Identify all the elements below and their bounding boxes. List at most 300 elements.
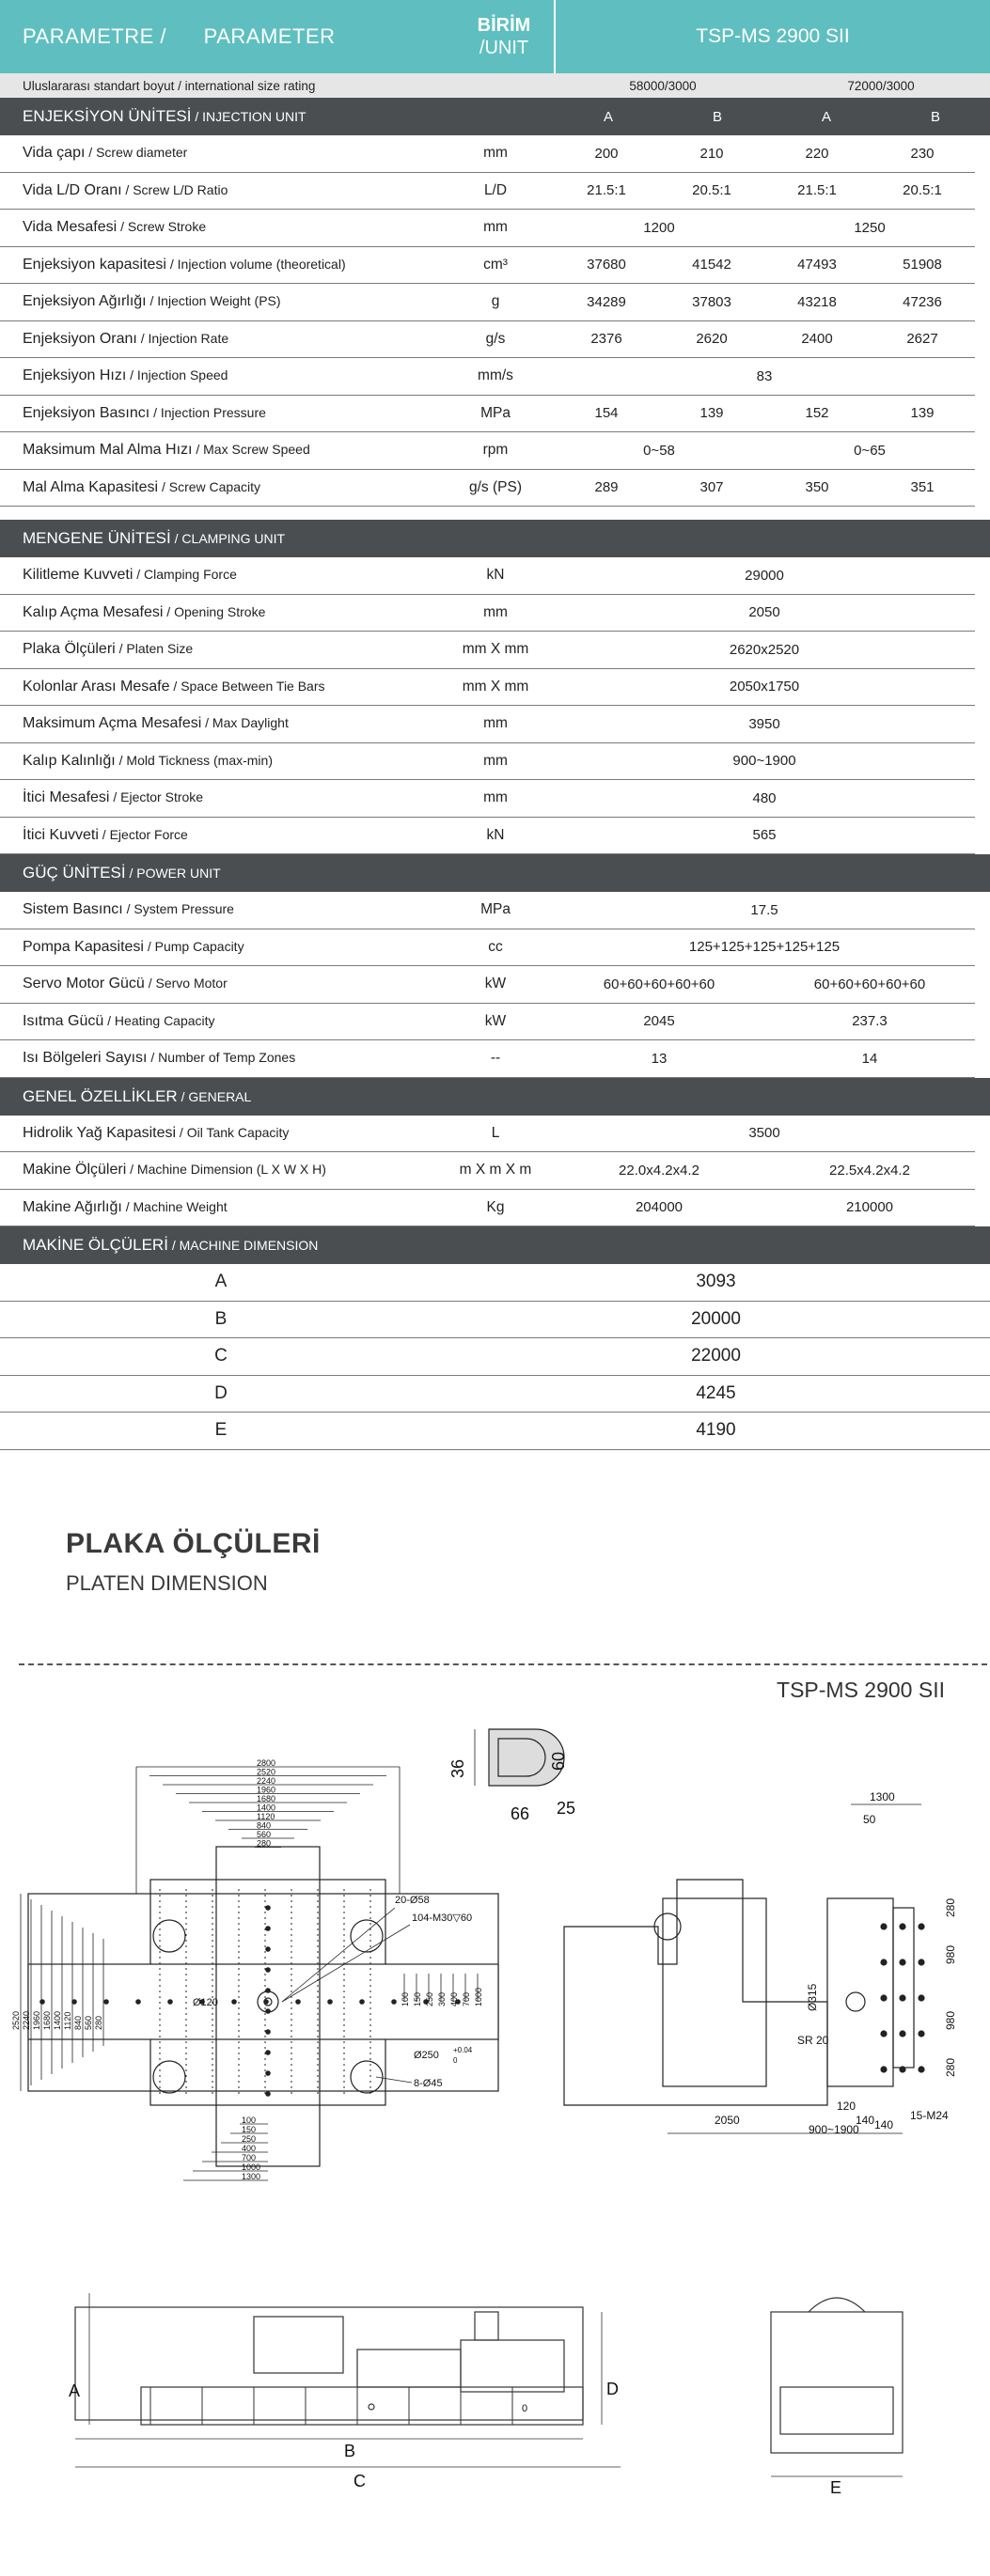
bolt-hole <box>266 1947 270 1951</box>
cell-value: 22.5x4.2x4.2 <box>829 1162 910 1179</box>
table-row <box>0 358 975 396</box>
cell-value: 210 <box>699 145 724 162</box>
row-label-en: / Screw Stroke <box>117 219 207 235</box>
row-label-tr: Makine Ölçüleri <box>23 1162 127 1179</box>
dimension-label: 1120 <box>257 1812 275 1821</box>
screw-column-label: A <box>821 108 831 125</box>
dimension-label: 1960 <box>257 1785 276 1795</box>
row-unit: L/D <box>483 181 508 198</box>
row-label <box>0 367 437 384</box>
operator-window <box>254 2317 343 2373</box>
cell-value: 2620 <box>696 331 728 348</box>
cell-value: 900~1900 <box>732 753 796 770</box>
panel-mark <box>369 2404 374 2410</box>
dimension-label: 560 <box>84 2015 93 2030</box>
row-values <box>554 1051 975 1067</box>
cell-value: 480 <box>752 789 777 806</box>
table-row <box>0 470 975 507</box>
row-label <box>0 1013 437 1030</box>
cell-value: 17.5 <box>750 901 778 918</box>
row-label-tr: Isı Bölgeleri Sayısı <box>23 1050 148 1067</box>
section-title-tr: GÜÇ ÜNİTESİ <box>23 864 126 882</box>
table-row <box>0 780 975 818</box>
platen-front-view <box>11 1758 498 2181</box>
size-rating-value: 58000/3000 <box>629 78 697 93</box>
general-section-header <box>0 1078 990 1116</box>
row-label <box>0 219 437 236</box>
section-title-en: / CLAMPING UNIT <box>170 531 286 546</box>
dimension-row <box>0 1376 990 1413</box>
cell-value: 220 <box>805 145 829 162</box>
row-values <box>554 716 975 732</box>
hopper <box>475 2312 498 2340</box>
cell-value: 0~58 <box>643 442 675 459</box>
row-label <box>0 1199 437 1216</box>
dimension-row <box>0 1413 990 1450</box>
cell-value: 2400 <box>801 331 833 348</box>
row-label-tr: Vida L/D Oranı <box>23 181 122 198</box>
row-values <box>554 790 975 806</box>
dimension-label: 1300 <box>870 1790 895 1803</box>
table-row <box>0 706 975 743</box>
row-label-en: / Space Between Tie Bars <box>169 678 325 694</box>
dimension-label: 250 <box>425 1991 434 2006</box>
bolt-hole <box>264 2000 268 2004</box>
row-values <box>554 405 975 421</box>
machine-dim-section-header <box>0 1226 990 1264</box>
dimension-label: 900~1900 <box>809 2123 859 2136</box>
row-label <box>0 1162 437 1179</box>
unit-header-tr: BİRİM <box>477 15 531 36</box>
row-label <box>0 182 437 199</box>
dimension-key: A <box>214 1272 228 1292</box>
row-label-tr: İtici Kuvveti <box>23 826 99 843</box>
row-unit: mm <box>483 715 508 732</box>
cell-value: 47236 <box>903 293 942 310</box>
cell-value: 139 <box>910 405 935 422</box>
size-rating-label: Uluslararası standart boyut / international size rating <box>23 78 316 93</box>
row-label-tr: Kalıp Kalınlığı <box>23 752 116 769</box>
row-unit: g/s (PS) <box>469 478 522 495</box>
dimension-row <box>0 1338 990 1376</box>
row-label-tr: Isıtma Gücü <box>23 1012 104 1029</box>
row-values <box>554 568 975 584</box>
bolt-hole <box>266 2071 270 2075</box>
size-rating-row <box>0 73 990 98</box>
dimension-label: Ø250 <box>414 2050 439 2061</box>
bolt-hole <box>881 2031 887 2037</box>
dimension-label: 66 <box>511 1804 530 1823</box>
row-unit: mm <box>483 603 508 620</box>
bolt-hole <box>40 2000 44 2004</box>
dimension-label: 2050 <box>715 2114 740 2127</box>
dimension-letter: C <box>354 2472 366 2490</box>
row-unit: L <box>491 1124 500 1141</box>
row-label-tr: Servo Motor Gücü <box>23 976 145 992</box>
row-values <box>554 642 975 658</box>
bolt-hole <box>266 2009 270 2013</box>
row-label <box>0 604 437 621</box>
cell-value: 2627 <box>906 331 938 348</box>
cell-value: 37680 <box>587 257 626 273</box>
end-view-window <box>780 2387 893 2434</box>
row-unit: g <box>491 293 500 310</box>
parameter-header <box>0 0 454 73</box>
bolt-hole <box>900 2031 905 2037</box>
dimension-letter: A <box>69 2381 81 2400</box>
cell-value: 204000 <box>635 1199 684 1216</box>
bolt-hole <box>266 2092 270 2096</box>
dimension-label: 400 <box>449 1991 459 2006</box>
dimension-row <box>0 1264 990 1302</box>
row-label-en: / Pump Capacity <box>143 938 244 954</box>
table-row <box>0 396 975 433</box>
cell-value: 83 <box>756 367 773 384</box>
row-values <box>554 1013 975 1029</box>
cell-value: 20.5:1 <box>903 182 942 199</box>
dimension-label: 140 <box>874 2118 894 2131</box>
dimension-label: 2520 <box>11 2010 21 2030</box>
row-label-en: / Injection Rate <box>136 330 229 346</box>
section-title-en: / GENERAL <box>177 1088 252 1104</box>
row-unit: mm <box>483 752 508 769</box>
row-values <box>554 368 975 384</box>
section-title-en: / MACHINE DIMENSION <box>167 1238 319 1253</box>
table-row <box>0 284 975 321</box>
bolt-hole <box>900 1959 905 1965</box>
row-label-tr: Mal Alma Kapasitesi <box>23 478 159 495</box>
row-label <box>0 827 437 844</box>
row-unit: MPa <box>480 404 511 421</box>
dimension-letter: E <box>830 2478 842 2497</box>
cell-value: 2050x1750 <box>729 679 800 695</box>
dimension-letter: B <box>344 2442 356 2460</box>
bolt-hole <box>881 1959 887 1965</box>
bolt-hole <box>919 2031 924 2037</box>
row-label <box>0 976 437 992</box>
row-values <box>554 976 975 992</box>
row-label-tr: Enjeksiyon kapasitesi <box>23 256 166 273</box>
bolt-hole <box>900 2067 905 2072</box>
dimension-label: 840 <box>257 1820 272 1831</box>
tie-bar-section-view <box>448 1729 575 1823</box>
bolt-hole <box>881 1924 887 1929</box>
dimension-label: 2240 <box>22 2010 31 2030</box>
cell-value: 1200 <box>643 219 675 236</box>
nozzle-hole <box>846 1992 865 2011</box>
row-label-tr: Pompa Kapasitesi <box>23 938 144 955</box>
row-label-tr: Enjeksiyon Basıncı <box>23 404 150 421</box>
row-label-en: / Ejector Stroke <box>109 789 204 805</box>
row-label-en: / Machine Dimension (L X W X H) <box>126 1162 326 1178</box>
row-unit: -- <box>490 1050 501 1067</box>
dimension-label: 20-Ø58 <box>395 1895 430 1906</box>
row-label-en: / Platen Size <box>115 641 194 657</box>
row-unit: kW <box>484 976 507 992</box>
row-label <box>0 679 437 695</box>
dimension-label: SR 20 <box>797 2034 829 2047</box>
row-label-tr: Vida Mesafesi <box>23 219 118 236</box>
size-rating-value: 72000/3000 <box>847 78 915 93</box>
bolt-hole <box>266 1906 270 1910</box>
dimension-value: 22000 <box>691 1346 741 1366</box>
row-label-tr: Vida çapı <box>23 145 86 162</box>
row-unit: mm <box>483 219 508 236</box>
dimension-label: 140 <box>856 2114 875 2127</box>
row-unit: m X m X m <box>459 1162 532 1179</box>
cell-value: 22.0x4.2x4.2 <box>619 1162 699 1179</box>
row-label-en: / System Pressure <box>122 901 234 917</box>
row-label-tr: Makine Ağırlığı <box>23 1198 122 1215</box>
tie-bar-hole <box>351 1920 383 1952</box>
section-title-tr: ENJEKSİYON ÜNİTESİ <box>23 107 192 125</box>
dimension-label: 1680 <box>42 2010 52 2030</box>
side-frame <box>564 1880 827 2105</box>
dimension-label: 1000 <box>242 2162 261 2172</box>
section-title <box>0 107 554 126</box>
table-row <box>0 929 975 967</box>
machine-base <box>141 2387 583 2425</box>
cell-value: 307 <box>699 479 724 496</box>
platen-body <box>663 1898 766 2086</box>
dimension-label: 1960 <box>32 2010 41 2030</box>
cell-value: 20.5:1 <box>692 182 731 199</box>
row-unit: kN <box>486 826 505 843</box>
dimension-label: 700 <box>462 1991 471 2006</box>
cell-value: 152 <box>805 405 829 422</box>
row-values <box>554 1199 975 1215</box>
dimension-key: D <box>214 1382 228 1403</box>
bolt-hole <box>266 1968 270 1972</box>
row-label <box>0 479 437 496</box>
dimension-value: 4190 <box>696 1420 736 1441</box>
row-values <box>554 827 975 843</box>
dimension-label: 560 <box>257 1830 272 1839</box>
dimension-label: 300 <box>437 1991 447 2006</box>
row-label-tr: İtici Mesafesi <box>23 789 110 806</box>
bolt-hole <box>104 2000 108 2004</box>
dimension-label: +0.04 <box>453 2046 473 2054</box>
row-values <box>554 679 975 695</box>
row-values <box>554 604 975 620</box>
bolt-hole <box>296 2000 300 2004</box>
end-view-body <box>771 2312 903 2453</box>
bolt-hole <box>266 1927 270 1930</box>
row-label-tr: Hidrolik Yağ Kapasitesi <box>23 1124 177 1141</box>
row-unit: Kg <box>486 1198 505 1215</box>
row-label-en: / Injection volume (theoretical) <box>165 256 346 272</box>
cell-value: 2050 <box>748 604 780 621</box>
cell-value: 21.5:1 <box>587 182 626 199</box>
dimension-row <box>0 1302 990 1339</box>
parameter-header-label: PARAMETRE / PARAMETER <box>23 24 336 48</box>
bolt-hole <box>919 1924 924 1929</box>
dimension-label: 1300 <box>242 2172 261 2181</box>
row-label-en: / Injection Weight (PS) <box>146 293 281 309</box>
cell-value: 139 <box>699 405 724 422</box>
dimension-label: 1400 <box>257 1803 276 1813</box>
row-label-en: / Ejector Force <box>98 826 188 842</box>
bolt-hole <box>168 2000 172 2004</box>
bolt-hole <box>881 1995 887 2001</box>
platen-title: PLAKA ÖLÇÜLERİ <box>66 1528 321 1559</box>
injection-section-header <box>0 98 990 135</box>
machine-end-view <box>771 2298 903 2497</box>
row-label-en: / Injection Pressure <box>149 404 266 420</box>
dimension-key: B <box>214 1308 228 1329</box>
cell-value: 200 <box>594 145 619 162</box>
dimension-label: 1680 <box>257 1794 276 1803</box>
dimension-label: 700 <box>242 2153 257 2162</box>
row-values <box>554 182 975 198</box>
dimension-label: 1400 <box>53 2010 62 2030</box>
bolt-hole <box>328 2000 332 2004</box>
row-label-en: / Mold Tickness (max-min) <box>115 752 273 768</box>
machine-body <box>75 2307 583 2420</box>
dimension-key: C <box>214 1346 228 1366</box>
row-label <box>0 1125 437 1142</box>
platen-side-view <box>564 1790 957 2136</box>
platen-subtitle: PLATEN DIMENSION <box>66 1571 268 1595</box>
table-row <box>0 1152 975 1190</box>
row-unit: mm/s <box>478 367 513 384</box>
table-row <box>0 321 975 359</box>
dimension-label: 100 <box>401 1991 410 2006</box>
row-label-en: / Opening Stroke <box>163 603 266 619</box>
row-unit: rpm <box>482 442 509 459</box>
dimension-label: 250 <box>242 2134 257 2144</box>
table-row <box>0 557 975 595</box>
bolt-hole <box>266 2051 270 2054</box>
cell-value: 565 <box>752 827 777 844</box>
cell-value: 34289 <box>587 293 626 310</box>
row-label <box>0 715 437 732</box>
row-values <box>554 939 975 955</box>
row-unit: kN <box>486 567 505 584</box>
dimension-label: 280 <box>944 1897 957 1917</box>
row-label-en: / Servo Motor <box>144 976 228 991</box>
section-title <box>0 1087 554 1106</box>
row-unit: mm X mm <box>462 641 529 658</box>
section-title-tr: MENGENE ÜNİTESİ <box>23 529 171 547</box>
bolt-hole <box>136 2000 140 2004</box>
bolt-hole <box>919 2067 924 2072</box>
dimension-label: 2240 <box>257 1776 276 1786</box>
screw-column-label: A <box>603 108 613 125</box>
table-row <box>0 669 975 707</box>
cell-value: 3950 <box>748 715 780 732</box>
row-label-en: / Max Daylight <box>201 715 289 731</box>
section-title-tr: MAKİNE ÖLÇÜLERİ <box>23 1236 168 1254</box>
row-values <box>554 257 975 273</box>
dimension-label: 280 <box>94 2015 103 2030</box>
row-values <box>554 220 975 236</box>
dimension-label: Ø315 <box>806 1983 819 2011</box>
row-label-tr: Kilitleme Kuvveti <box>23 567 134 584</box>
row-label <box>0 901 437 918</box>
cell-value: 47493 <box>797 257 837 273</box>
table-row <box>0 247 975 285</box>
cell-value: 1250 <box>854 219 886 236</box>
row-values <box>554 479 975 495</box>
row-label-en: / Screw L/D Ratio <box>121 181 228 197</box>
end-view-hopper <box>809 2298 865 2312</box>
row-unit: mm <box>483 789 508 806</box>
bolt-hole <box>392 2000 396 2004</box>
row-label-en: / Oil Tank Capacity <box>176 1124 290 1140</box>
row-label-tr: Enjeksiyon Oranı <box>23 330 137 347</box>
bolt-hole <box>266 1989 270 1992</box>
dimension-label: Ø120 <box>193 1997 218 2008</box>
dimension-label: 25 <box>557 1799 576 1818</box>
row-values <box>554 1125 975 1141</box>
row-label-tr: Maksimum Açma Mesafesi <box>23 715 202 732</box>
row-label-tr: Maksimum Mal Alma Hızı <box>23 442 193 459</box>
unit-header <box>454 0 554 73</box>
dimension-label: 100 <box>242 2115 257 2125</box>
table-row <box>0 595 975 632</box>
injection-barrel <box>357 2350 461 2387</box>
row-values <box>554 1163 975 1179</box>
section-title <box>0 1236 554 1255</box>
hopper-unit <box>461 2340 564 2392</box>
row-unit: g/s <box>485 330 506 347</box>
dimension-label: 980 <box>944 2010 957 2030</box>
cell-value: 2045 <box>643 1013 675 1030</box>
table-row <box>0 743 975 781</box>
cell-value: 43218 <box>797 293 837 310</box>
table-row <box>0 1004 975 1041</box>
row-label <box>0 939 437 956</box>
bolt-hole <box>900 1924 905 1929</box>
dimension-value: 20000 <box>691 1308 741 1329</box>
row-label <box>0 1050 437 1067</box>
table-row <box>0 173 975 211</box>
bolt-hole <box>919 1995 924 2001</box>
cell-value: 0~65 <box>854 442 886 459</box>
model-header: TSP-MS 2900 SII <box>554 0 990 73</box>
cell-value: 2376 <box>590 331 622 348</box>
cell-value: 210000 <box>845 1199 894 1216</box>
row-label <box>0 641 437 658</box>
machine-elevation-view <box>69 2293 621 2490</box>
row-values <box>554 443 975 459</box>
bolt-hole <box>360 2000 364 2004</box>
dimension-label: 120 <box>837 2100 856 2113</box>
table-row <box>0 818 975 855</box>
cell-value: 125+125+125+125+125 <box>688 939 841 956</box>
row-label-en: / Max Screw Speed <box>192 442 310 458</box>
bolt-hole <box>232 2000 236 2004</box>
row-unit: cm³ <box>483 256 508 273</box>
row-values <box>554 902 975 918</box>
row-label-en: / Number of Temp Zones <box>147 1050 296 1066</box>
dashed-divider <box>19 1663 987 1665</box>
row-unit: cc <box>488 938 503 955</box>
cell-value: 3500 <box>748 1125 780 1142</box>
dimension-label: 1120 <box>63 2011 72 2030</box>
table-row <box>0 1040 975 1078</box>
dimension-label: 280 <box>257 1838 272 1849</box>
cell-value: 351 <box>910 479 935 496</box>
row-values <box>554 146 975 162</box>
dimension-label: 980 <box>944 1944 957 1964</box>
table-row <box>0 966 975 1004</box>
row-label-en: / Screw Capacity <box>158 478 260 494</box>
tie-bar-hole <box>153 1920 185 1952</box>
table-row <box>0 210 975 247</box>
cell-value: 2620x2520 <box>729 641 800 658</box>
